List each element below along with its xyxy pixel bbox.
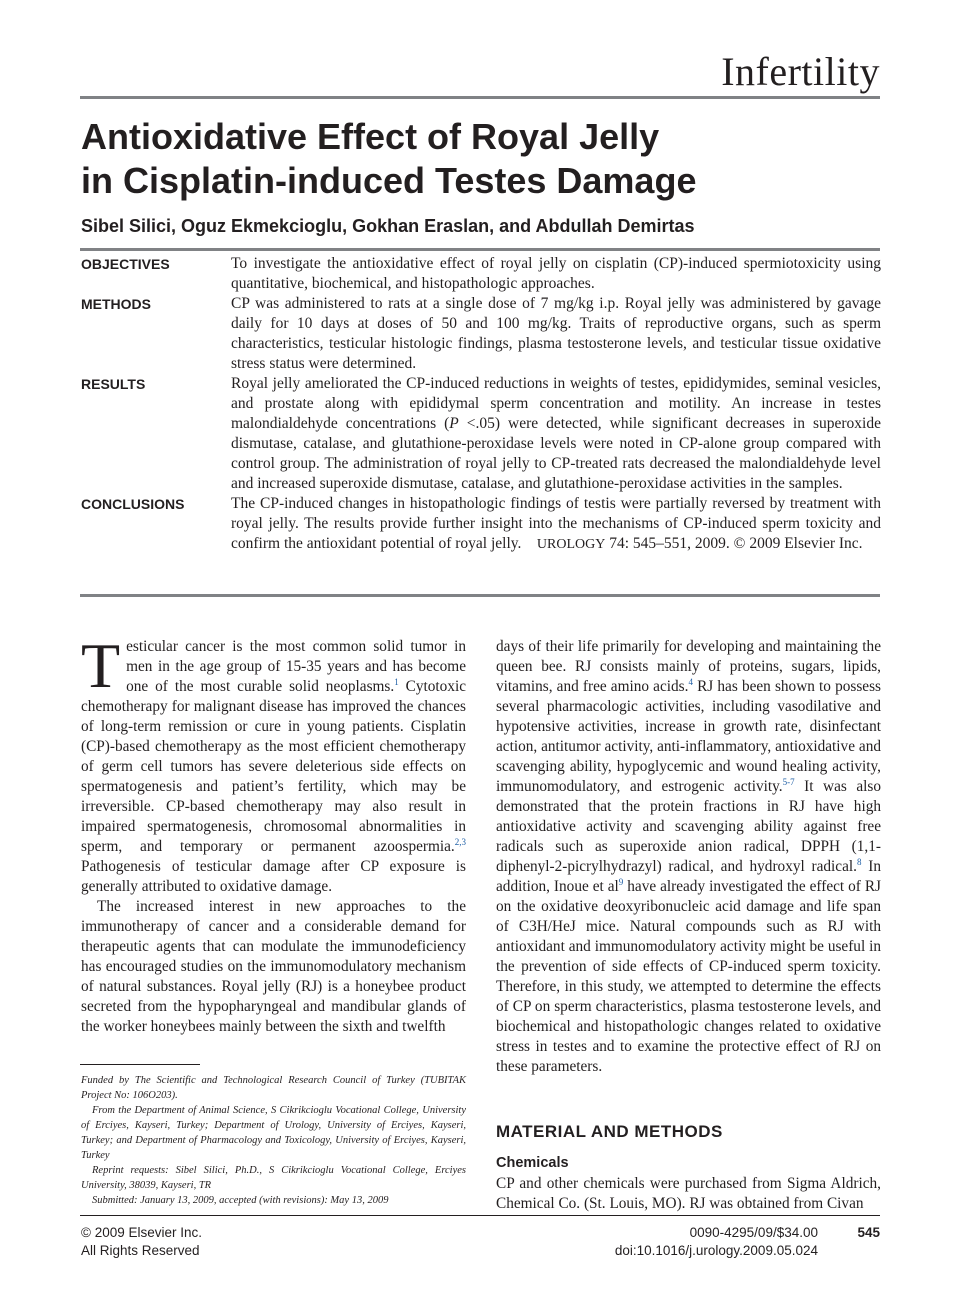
results-label: RESULTS	[81, 376, 146, 392]
body-column-left	[81, 630, 467, 1037]
abstract-top-rule	[80, 248, 880, 251]
title-line-2: in Cisplatin-induced Testes Damage	[81, 160, 697, 201]
p3-text-b: RJ has been shown to possess several pharmacologic activities, including vasodilative and hypotensive activities, increase in growth rate, disinfectant action, antitumor activity, anti-inflammatory, antioxidative and scavenging ability, hypoglycemic and wound healing activity, immunomodulatory, and estrogenic activity.	[496, 678, 881, 795]
paragraph-3	[496, 637, 881, 1077]
affiliation-note: From the Department of Animal Science, S Cikrikcioglu Vocational College, University of Erciyes, Kayseri, Turkey; Department of Urology, University of Erciyes, Kayseri, Turkey; and Department of Pharmacology and Toxicology, University of Erciyes, Kayseri, Turkey	[81, 1105, 466, 1161]
results-text	[231, 374, 881, 494]
reprint-note: Reprint requests: Sibel Silici, Ph.D., S Cikrikcioglu Vocational College, Erciyes University, 38039, Kayseri, TR	[81, 1165, 466, 1191]
footnote-rule	[80, 1064, 200, 1065]
page-number: 545	[857, 1225, 880, 1240]
abstract-methods	[81, 294, 881, 374]
conclusions-body: The CP-induced changes in histopathologic findings of testis were partially reversed by treatment with royal jelly. The results provide further insight into the mechanisms of CP-induced sperm toxicity and confirm the antioxidant potential of royal jelly.	[231, 495, 881, 552]
p3-text-d: In addition, Inoue et al	[496, 858, 881, 895]
article-title	[81, 115, 881, 203]
p1-text-c: Pathogenesis of testicular damage after CP exposure is generally attributed to oxidative damage.	[81, 858, 466, 895]
reference-link[interactable]: 5-7	[782, 776, 795, 787]
author-list: Sibel Silici, Oguz Ekmekcioglu, Gokhan Eraslan, and Abdullah Demirtas	[81, 216, 695, 236]
p3-text-e: have already investigated the effect of RJ on the oxidative deoxyribonucleic acid damage and life span of C3H/HeJ mice. Natural compounds such as RJ with antioxidant and immunomodulatory activity might be useful in the prevention of side effects of CP-induced sperm toxicity. Therefore, in this study, we attempted to determine the effects of CP on sperm characteristics, plasma testosterone levels, and biochemical and histopathologic changes related to oxidative stress in testes and to examine the protective effect of RJ on these parameters.	[496, 878, 881, 1075]
title-line-1: Antioxidative Effect of Royal Jelly	[81, 116, 660, 157]
reference-link[interactable]: 8	[856, 856, 862, 867]
objectives-label: OBJECTIVES	[81, 256, 170, 272]
abstract-copyright: © 2009 Elsevier Inc.	[733, 535, 863, 552]
results-text-a: Royal jelly ameliorated the CP-induced reductions in weights of testes, epididymides, seminal vesicles, and prostate along with epididymal sperm concentration and motility. An increase in testes malondialdehyde concentrations (	[231, 375, 881, 432]
footer-rule	[80, 1215, 880, 1216]
chemicals-text: CP and other chemicals were purchased from Sigma Aldrich, Chemical Co. (St. Louis, MO). RJ was obtained from Civan	[496, 1175, 881, 1212]
methods-label: METHODS	[81, 296, 151, 312]
header-rule	[80, 96, 880, 99]
footnotes	[81, 1073, 466, 1208]
subsection-heading: Chemicals	[496, 1155, 569, 1171]
objectives-text: To investigate the antioxidative effect of royal jelly on cisplatin (CP)-induced spermiotoxicity using quantitative, biochemical, and histopathologic approaches.	[231, 255, 881, 292]
submission-note: Submitted: January 13, 2009, accepted (with revisions): May 13, 2009	[92, 1195, 389, 1206]
p1-text-a: esticular cancer is the most common solid tumor in men in the age group of 15-35 years and has become one of the most curable solid neoplasms.	[126, 638, 466, 695]
journal-section-title: Infertility	[721, 49, 880, 94]
reference-link[interactable]: 4	[688, 676, 693, 687]
paragraph-2: The increased interest in new approaches to the immunotherapy of cancer and a considerable demand for therapeutic agents that can modulate the immunodeficiency has encouraged studies on the immunomodulatory mechanism of natural substances. Royal jelly (RJ) is a honeybee product secreted from the hypopharyngeal and mandibular glands of the worker honeybees mainly between the sixth and twelfth	[81, 898, 466, 1035]
drop-cap: T	[81, 630, 121, 701]
methods-text: CP was administered to rats at a single dose of 7 mg/kg i.p. Royal jelly was administered by gavage daily for 10 days at doses of 50 and 100 mg/kg. Traits of reproductive organs, such as sperm characteristics, testicular histologic findings, plasma testosterone levels, and testicular tissue oxidative stress status were determined.	[231, 295, 881, 372]
p-value-symbol: P	[449, 415, 459, 432]
section-heading: MATERIAL AND METHODS	[496, 1122, 723, 1141]
footer-copyright: © 2009 Elsevier Inc.	[81, 1225, 203, 1240]
p1-text-b: Cytotoxic chemotherapy for malignant disease has improved the chances of long-term remission or cure in young patients. Cisplatin (CP)-based chemotherapy as the most efficient chemotherapy of germ cell tumors has severe deleterious side effects on spermatogenesis and patient’s fertility, which may be irreversible. CP-based chemotherapy may also result in impaired spermatogenesis, chromosomal abnormalities in sperm, and temporary or permanent azoospermia.	[81, 678, 467, 855]
funding-note: Funded by The Scientific and Technological Research Council of Turkey (TUBITAK Project No: 106O203).	[81, 1075, 466, 1101]
abstract-results	[81, 374, 881, 494]
reference-link[interactable]: 1	[394, 676, 399, 687]
footer-doi[interactable]: doi:10.1016/j.urology.2009.05.024	[614, 1243, 818, 1258]
body-column-right	[496, 637, 881, 1077]
footer-issn: 0090-4295/09/$34.00	[689, 1225, 818, 1240]
citation-journal: UROLOGY	[536, 537, 606, 552]
citation-volume: 74:	[609, 535, 630, 552]
reference-link[interactable]: 2,3	[454, 836, 466, 847]
footer-rights: All Rights Reserved	[81, 1243, 200, 1258]
p3-text-c: It was also demonstrated that the protein fractions in RJ have high antioxidative activity and scavenging ability against free radicals such as superoxide anion radical, DPPH (1,1-diphenyl-2-picrylhydrazyl) radical, and hydroxyl radical.	[496, 778, 881, 875]
conclusions-label: CONCLUSIONS	[81, 496, 185, 512]
reference-link[interactable]: 9	[618, 876, 624, 887]
citation-pages: 545–551, 2009.	[632, 535, 730, 552]
results-text-b: <.05) were detected, while significant decreases in superoxide dismutase, catalase, and glutathione-peroxidase levels were noted in CP-alone group compared with control group. The administration of royal jelly to CP-treated rats decreased the malondialdehyde level and increased superoxide dismutase, catalase, and glutathione-peroxidase activities in the samples.	[231, 415, 881, 492]
p3-text-a: days of their life primarily for developing and maintaining the queen bee. RJ consists mainly of proteins, sugars, lipids, vitamins, and free amino acids.	[496, 638, 881, 695]
conclusions-text	[231, 494, 881, 555]
abstract-bottom-rule	[80, 594, 880, 597]
paragraph-1	[81, 630, 467, 897]
abstract-objectives	[81, 254, 881, 294]
abstract-conclusions	[81, 494, 881, 555]
abstract	[81, 254, 881, 555]
